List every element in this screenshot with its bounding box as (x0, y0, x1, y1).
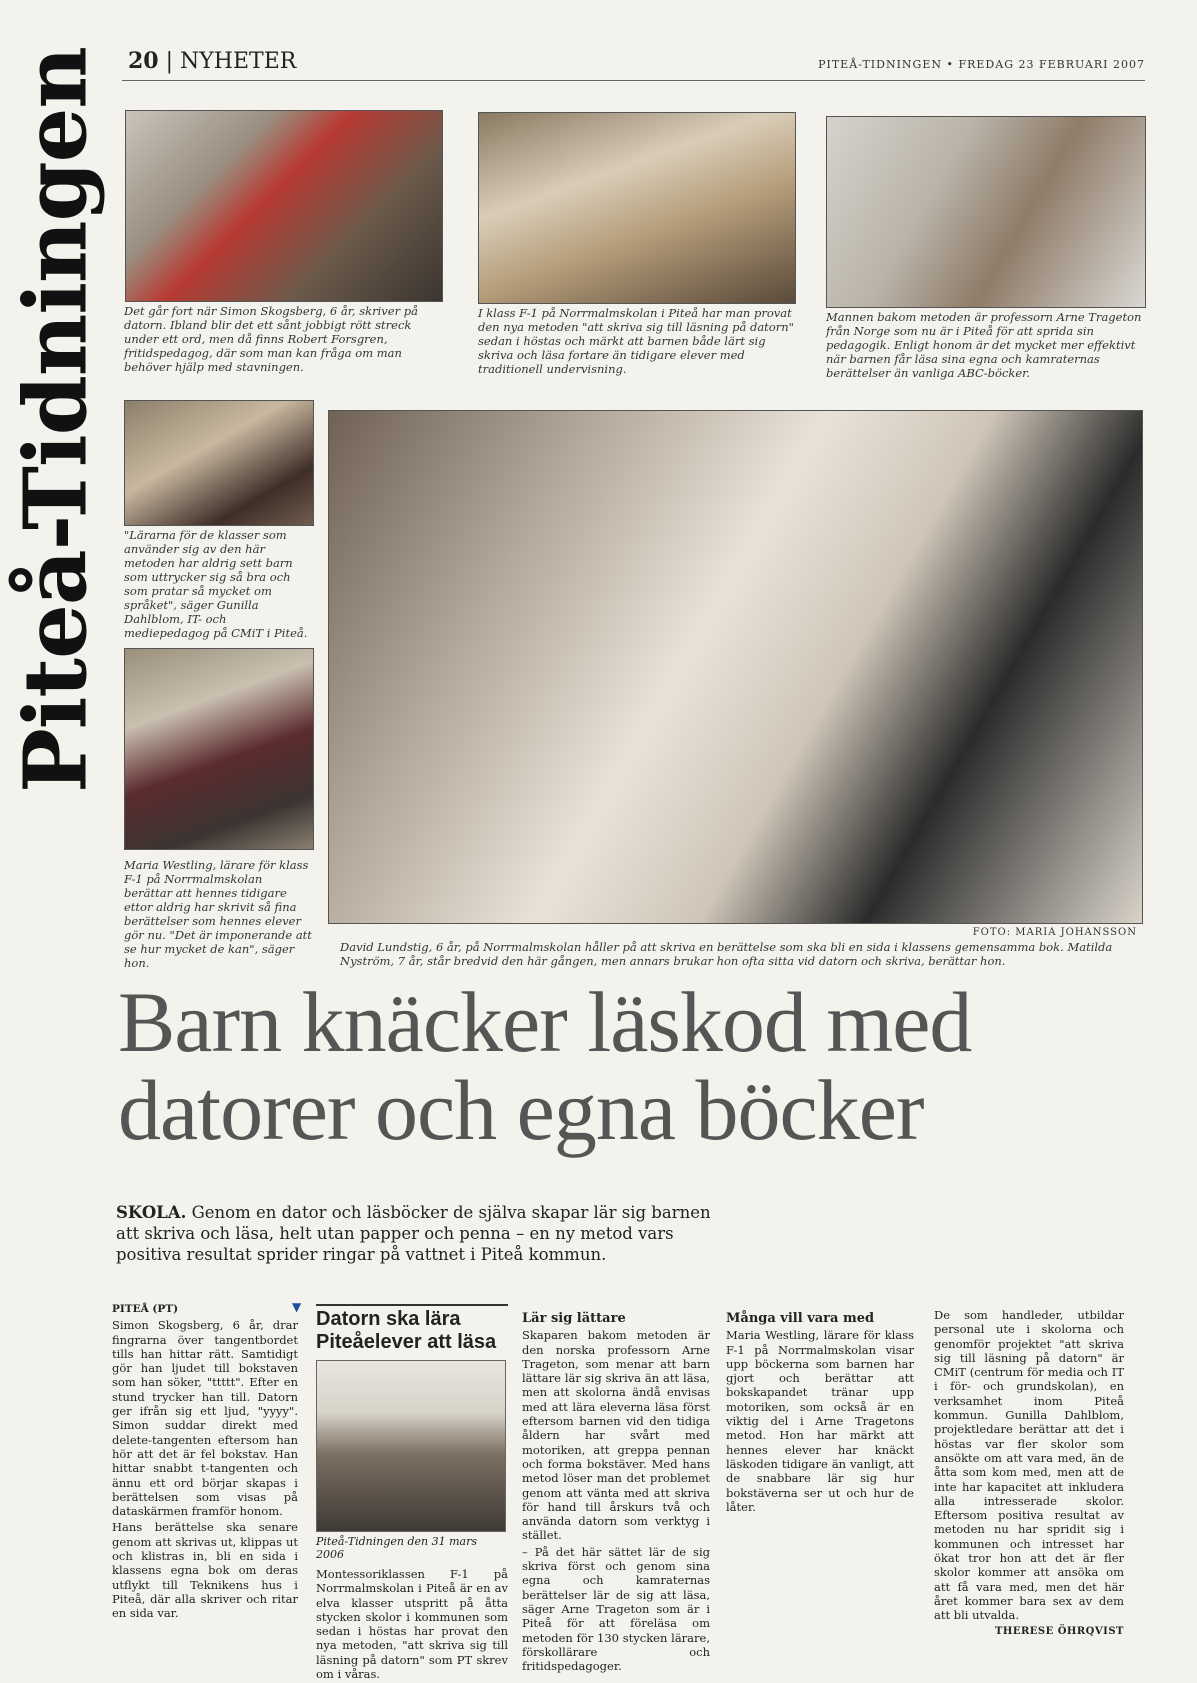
body-paragraph: Montessoriklassen F-1 på Norrmalmskolan i Piteå är en av elva klasser utspritt på åtta stycken skolor i kommunen som sedan i höstas har provat den nya metoden, "att skriva sig till läsning på datorn" som PT skrev om i våras. (316, 1567, 508, 1682)
related-article-clipping (316, 1360, 506, 1532)
body-paragraph: Skaparen bakom metoden är den norska professorn Arne Trageton, som menar att barn lättare lär sig skriva än att läsa, men att skolorna ändå envisas med att lära eleverna läsa först eftersom barnen vid den tidiga åldern har svårt med motoriken, att greppa pennan och forma bokstäver. Med hans metod löser man det problemet genom att vänta med att skriva för hand till årskurs två och använda datorn som verktyg i stället. (522, 1328, 710, 1543)
vertical-masthead (0, 47, 112, 793)
brand-name: Piteå-Tidningen (5, 47, 107, 793)
body-paragraph: De som handleder, utbildar personal ute i skolorna och genomför projektet "att skriva sig till läsning på datorn" är CMiT (centrum för media och IT i för- och grundskolan), en verksamhet inom Piteå kommun. Gunilla Dahlblom, projektledare berättar att det i höstas var fler skolor som ansökte om att vara med, än de åtta som kom med, men att de inte har kapacitet att inkludera alla intresserade skolor. Eftersom positiva resultat av metoden nu har spridit sig i kommunen och intresset har ökat tror hon att det är fler skolor kommer att ansöka om att få vara med, men det här året kommer bara sex av dem att bli utvalda. (934, 1308, 1124, 1623)
body-paragraph: Hans berättelse ska senare genom att skrivas ut, klippas ut och klistras in, bli en sida i klassens egna bok om deras utflykt till Teknikens hus i Piteå, där alla skriver och ritar en sida var. (112, 1520, 298, 1621)
photo-maria-westling (124, 648, 314, 850)
caption-photo4: "Lärarna för de klasser som använder sig av den här metoden har aldrig sett barn som uttrycker sig så bra och som pratar så mycket om språket", säger Gunilla Dahlblom, IT- och mediepedagog på CMiT i Piteå. (124, 528, 308, 640)
paper-date: PITEÅ-TIDNINGEN • FREDAG 23 FEBRUARI 2007 (818, 58, 1145, 71)
body-paragraph: Simon Skogsberg, 6 år, drar fingrarna över tangentbordet tills han hittar rätt. Samtidigt gör han ljudet till bokstaven som han söker, "ttttt". Efter en stund trycker han till. Datorn ger ifrån sig ett ljud, "yyyy". Simon suddar direkt med delete-tangenten eftersom han hör att det är fel bokstav. Han hittar snabbt t-tangenten och ännu ett ord börjar skapas i berättelsen som visas på dataskärmen framför honom. (112, 1318, 298, 1519)
caption-main-photo: David Lundstig, 6 år, på Norrmalmskolan håller på att skriva en berättelse som ska bli en sida i klassens gemensamma bok. Matilda Nyström, 7 år, står bredvid den här gången, men annars brukar hon ofta sitta vid datorn och skriva, berättar hon. (340, 940, 1113, 968)
body-column-5 (934, 1308, 1124, 1639)
caption-photo1: Det går fort när Simon Skogsberg, 6 år, skriver på datorn. Ibland blir det ett sånt jobbigt rött streck under ett ord, men då finns Robert Forsgren, fritidspedagog, där som man kan fråga om man behöver hjälp med stavningen. (124, 304, 418, 374)
body-column-1 (112, 1302, 298, 1623)
caption-photo5: Maria Westling, lärare för klass F-1 på Norrmalmskolan berättar att hennes tidigare ettor aldrig har skrivit så fina berättelser som hennes elever gör nu. "Det är imponerande att se hur mycket de kan", säger hon. (124, 858, 312, 970)
body-paragraph: Maria Westling, lärare för klass F-1 på Norrmalmskolan visar upp böckerna som barnen har gjort och berättar att bokskapandet tränar upp motoriken, som också är en viktig del i Arne Tragetons metod. Hon har märkt att hennes elever har knäckt läskoden tidigare än vanligt, att de snabbare lär sig hur bokstäverna ser ut och hur de låter. (726, 1328, 914, 1514)
subheading: Lär sig lättare (522, 1311, 626, 1326)
ingress (116, 1202, 716, 1265)
byline: THERESE ÖHRQVIST (994, 1625, 1124, 1637)
triangle-down-icon: ▼ (292, 1300, 302, 1314)
ingress-text: Genom en dator och läsböcker de själva skapar lär sig barnen att skriva och läsa, helt utan papper och penna – en ny metod vars positiva resultat sprider ringar på vattnet i Piteå kommun. (116, 1203, 711, 1264)
section-label: NYHETER (180, 49, 297, 74)
photo-credit: FOTO: MARIA JOHANSSON (972, 927, 1137, 938)
page-number: 20 (128, 48, 159, 74)
dateline: PITEÅ (PT) (112, 1303, 179, 1315)
body-column-3 (522, 1306, 710, 1675)
related-article-title: Datorn ska lära Piteåelever att läsa (316, 1304, 508, 1354)
page-header: 20 | NYHETER (128, 48, 297, 74)
body-column-4 (726, 1306, 914, 1516)
caption-photo3: Mannen bakom metoden är professorn Arne Trageton från Norge som nu är i Piteå för att sprida sin pedagogik. Enligt honom är det mycket mer effektivt när barnen får läsa sina egna och kamraternas berättelser än vanliga ABC-böcker. (826, 310, 1142, 380)
photo-simon-computer (125, 110, 443, 302)
ingress-kicker: SKOLA. (116, 1203, 187, 1222)
header-rule (122, 80, 1145, 81)
photo-gunilla-dahlblom (124, 400, 314, 526)
headline: Barn knäcker läskod med datorer och egna böcker (118, 974, 972, 1158)
related-article-box (316, 1304, 508, 1681)
caption-photo2: I klass F-1 på Norrmalmskolan i Piteå har man provat den nya metoden "att skriva sig till läsning på datorn" sedan i höstas och märkt att barnen både lärt sig skriva och läsa fortare än tidigare elever med traditionell undervisning. (478, 306, 794, 376)
photo-main-children-computer (328, 410, 1143, 924)
body-paragraph: – På det här sättet lär de sig skriva först och genom sina egna och kamraternas berättelser lär de sig att läsa, säger Arne Trageton som är i Piteå för att föreläsa om metoden för 130 stycken lärare, förskollärare och fritidspedagoger. (522, 1544, 710, 1674)
subheading: Många vill vara med (726, 1311, 875, 1326)
photo-arne-trageton (826, 116, 1146, 308)
photo-classroom (478, 112, 796, 304)
related-article-caption: Piteå-Tidningen den 31 mars 2006 (316, 1535, 477, 1561)
